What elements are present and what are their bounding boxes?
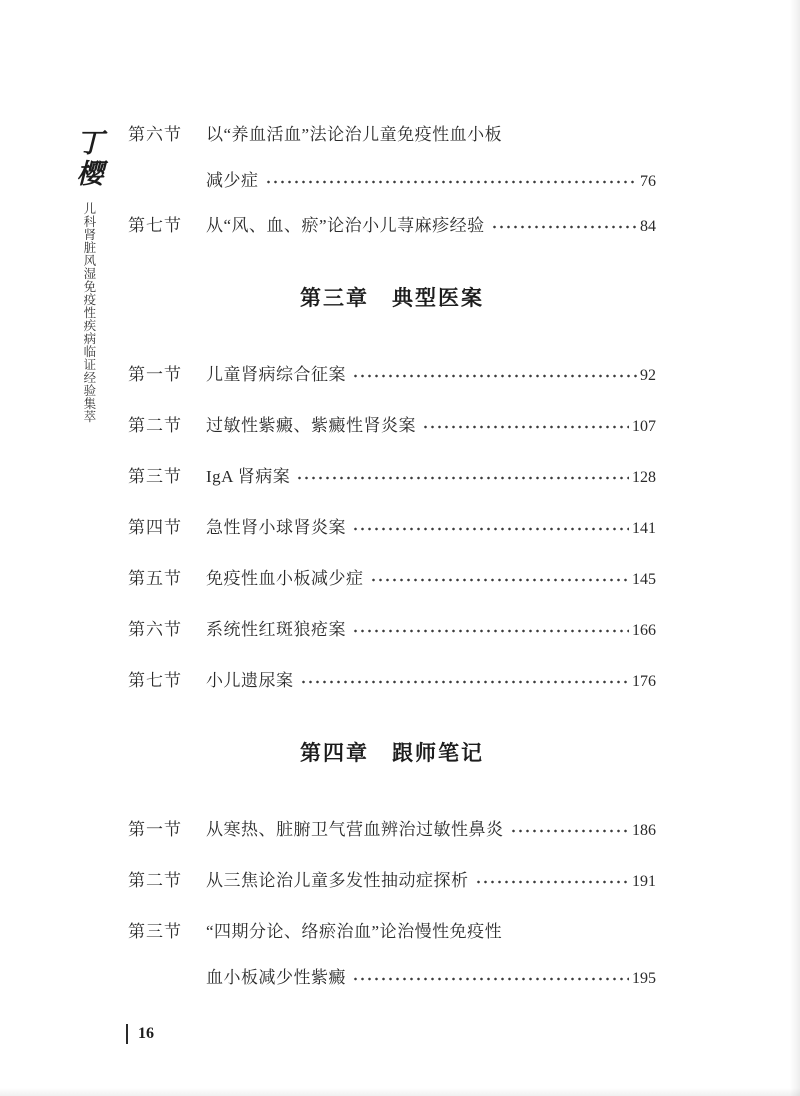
- dot-leader: [352, 371, 637, 381]
- page-ref: 166: [632, 622, 656, 639]
- toc-entry: [128, 668, 656, 695]
- toc-entry: [128, 919, 656, 945]
- page-ref: 195: [632, 970, 656, 987]
- dot-leader: [265, 177, 638, 187]
- page-ref: 84: [640, 218, 656, 235]
- section-label: 第一节: [128, 365, 182, 384]
- page-ref: 128: [632, 469, 656, 486]
- section-label: 第三节: [128, 922, 182, 941]
- section-title: 以“养血活血”法论治儿童免疫性血小板: [206, 125, 503, 144]
- chapter-heading: 第四章 跟师笔记: [300, 742, 484, 765]
- page-ref: 145: [632, 571, 656, 588]
- section-title: 免疫性血小板减少症: [206, 569, 364, 588]
- section-title: 过敏性紫癜、紫癜性肾炎案: [206, 416, 416, 435]
- section-title: 儿童肾病综合征案: [206, 365, 346, 384]
- page-ref: 107: [632, 418, 656, 435]
- page-ref: 186: [632, 822, 656, 839]
- page-ref: 92: [640, 367, 656, 384]
- section-title: 小儿遗尿案: [206, 671, 294, 690]
- page-ref: 141: [632, 520, 656, 537]
- toc-entry: [128, 515, 656, 542]
- table-of-contents: [128, 122, 656, 1016]
- page-ref: 176: [632, 673, 656, 690]
- toc-entry-continuation: [128, 168, 656, 195]
- toc-entry: [128, 868, 656, 895]
- dot-leader: [352, 524, 629, 534]
- section-title: 从寒热、脏腑卫气营血辨治过敏性鼻炎: [206, 820, 504, 839]
- dot-leader: [370, 575, 630, 585]
- toc-entry: [128, 566, 656, 593]
- section-title: 系统性红斑狼疮案: [206, 620, 346, 639]
- section-title: 从“风、血、瘀”论治小儿荨麻疹经验: [206, 216, 485, 235]
- section-label: 第一节: [128, 820, 182, 839]
- dot-leader: [296, 473, 629, 483]
- dot-leader: [352, 626, 629, 636]
- dot-leader: [475, 877, 630, 887]
- page-ref: 76: [640, 173, 656, 190]
- section-label: 第七节: [128, 671, 182, 690]
- section-label: 第六节: [128, 620, 182, 639]
- dot-leader: [422, 422, 629, 432]
- book-logo: 丁樱: [72, 128, 103, 190]
- dot-leader: [510, 826, 630, 836]
- scan-edge-shadow-right: [790, 0, 800, 1096]
- page-ref: 191: [632, 873, 656, 890]
- section-title: 从三焦论治儿童多发性抽动症探析: [206, 871, 469, 890]
- toc-entry: [128, 617, 656, 644]
- toc-entry: [128, 122, 656, 148]
- series-vertical-title: 儿科肾脏风湿免疫性疾病临证经验集萃: [81, 202, 96, 423]
- toc-entry: [128, 413, 656, 440]
- section-label: 第七节: [128, 216, 182, 235]
- page-footer: [126, 1024, 154, 1044]
- footer-page-number: 16: [138, 1025, 154, 1042]
- section-label: 第三节: [128, 467, 182, 486]
- section-title: 急性肾小球肾炎案: [206, 518, 346, 537]
- section-label: 第二节: [128, 871, 182, 890]
- section-title: 血小板减少性紫癜: [206, 968, 346, 987]
- book-spine: [66, 128, 110, 423]
- dot-leader: [300, 677, 630, 687]
- section-title: 减少症: [206, 171, 259, 190]
- toc-entry-continuation: [128, 965, 656, 992]
- toc-entry: [128, 362, 656, 389]
- toc-entry: [128, 213, 656, 240]
- section-title: IgA 肾病案: [206, 467, 291, 486]
- scan-edge-shadow-bottom: [0, 1088, 800, 1096]
- section-label: 第六节: [128, 125, 182, 144]
- chapter-heading: 第三章 典型医案: [300, 287, 484, 310]
- dot-leader: [491, 222, 637, 232]
- dot-leader: [352, 974, 629, 984]
- section-label: 第二节: [128, 416, 182, 435]
- toc-entry: [128, 464, 656, 491]
- section-label: 第五节: [128, 569, 182, 588]
- section-label: 第四节: [128, 518, 182, 537]
- toc-entry: [128, 817, 656, 844]
- section-title: “四期分论、络瘀治血”论治慢性免疫性: [206, 922, 503, 941]
- footer-rule: [126, 1024, 128, 1044]
